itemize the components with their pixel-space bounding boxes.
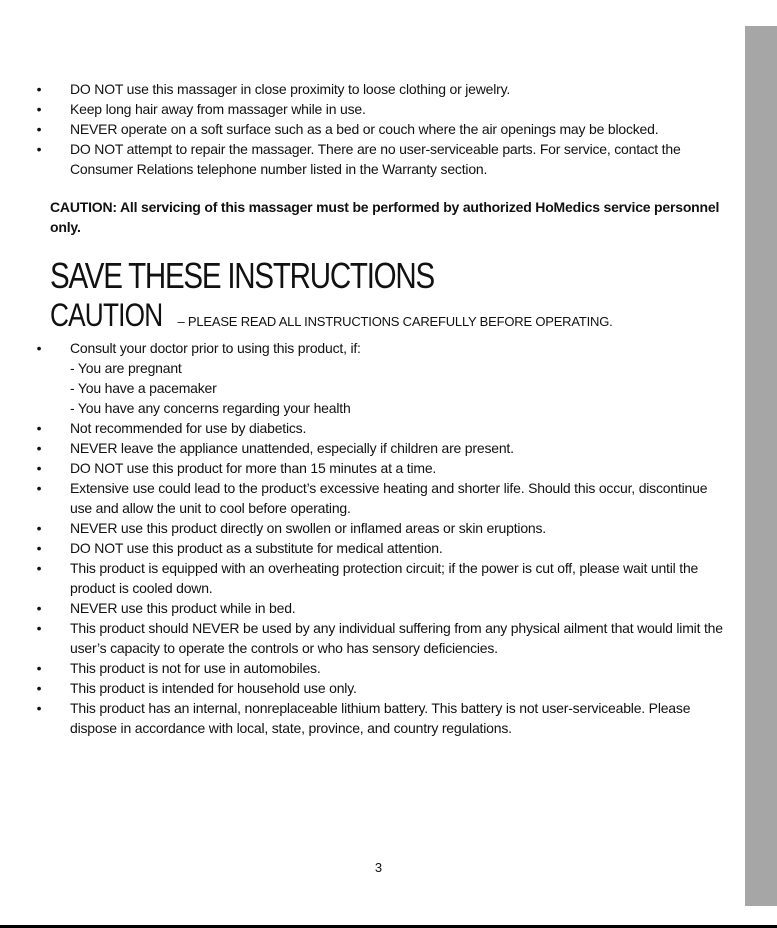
sub-item: - You have a pacemaker bbox=[70, 380, 217, 396]
list-item bbox=[36, 99, 730, 119]
bullet-icon: • bbox=[36, 680, 42, 696]
list-item-text: DO NOT use this product as a substitute for medical attention. bbox=[70, 540, 443, 556]
list-item bbox=[36, 139, 730, 179]
list-item bbox=[36, 478, 730, 518]
sub-item: - You have any concerns regarding your health bbox=[70, 400, 351, 416]
bullet-icon: • bbox=[36, 81, 42, 97]
list-item-text: DO NOT use this product for more than 15 minutes at a time. bbox=[70, 460, 437, 476]
list-item-text: Consult your doctor prior to using this product, if: bbox=[70, 340, 361, 356]
servicing-caution: CAUTION: All servicing of this massager must be performed by authorized HoMedics service personnel only. bbox=[50, 199, 720, 235]
bullet-icon: • bbox=[36, 460, 42, 476]
list-item-text: DO NOT use this massager in close proximity to loose clothing or jewelry. bbox=[70, 81, 511, 97]
list-item bbox=[36, 79, 730, 99]
bullet-icon: • bbox=[36, 480, 42, 496]
caution-subtitle: – PLEASE READ ALL INSTRUCTIONS CAREFULLY BEFORE OPERATING. bbox=[177, 314, 613, 329]
caution-bullet-list bbox=[36, 338, 730, 738]
bullet-icon: • bbox=[36, 101, 42, 117]
list-item-text: Extensive use could lead to the product’s excessive heating and shorter life. Should this occur, discontinue use and allow the unit to cool before operating. bbox=[70, 480, 708, 516]
bullet-icon: • bbox=[36, 600, 42, 616]
bullet-icon: • bbox=[36, 700, 42, 716]
list-item-text: DO NOT attempt to repair the massager. There are no user-serviceable parts. For service, contact the Consumer Relations telephone number listed in the Warranty section. bbox=[70, 141, 681, 177]
bullet-icon: • bbox=[36, 121, 42, 137]
list-item bbox=[36, 618, 730, 658]
save-instructions-heading: SAVE THESE INSTRUCTIONS bbox=[50, 255, 434, 296]
list-item-text: NEVER use this product directly on swollen or inflamed areas or skin eruptions. bbox=[70, 520, 546, 536]
bullet-icon: • bbox=[36, 440, 42, 456]
top-bullet-list bbox=[36, 79, 730, 179]
list-item bbox=[36, 658, 730, 678]
bullet-icon: • bbox=[36, 420, 42, 436]
bullet-icon: • bbox=[36, 340, 42, 356]
list-item bbox=[36, 538, 730, 558]
list-item bbox=[36, 438, 730, 458]
list-item-text: Keep long hair away from massager while in use. bbox=[70, 101, 366, 117]
list-item bbox=[36, 458, 730, 478]
sub-item: - You are pregnant bbox=[70, 360, 182, 376]
page-number: 3 bbox=[374, 860, 383, 875]
list-item-text: This product is not for use in automobiles. bbox=[70, 660, 321, 676]
list-item bbox=[36, 418, 730, 438]
list-item-text: NEVER operate on a soft surface such as a bed or couch where the air openings may be blocked. bbox=[70, 121, 659, 137]
list-item-text: This product should NEVER be used by any individual suffering from any physical ailment that would limit the user’s capacity to operate the controls or who has sensory deficiencies. bbox=[70, 620, 723, 656]
list-item-text: This product is intended for household use only. bbox=[70, 680, 357, 696]
bullet-icon: • bbox=[36, 660, 42, 676]
list-item bbox=[36, 119, 730, 139]
list-item-text: This product has an internal, nonreplaceable lithium battery. This battery is not user-serviceable. Please dispose in accordance with local, state, province, and country regulations. bbox=[70, 700, 691, 736]
bullet-icon: • bbox=[36, 520, 42, 536]
bullet-icon: • bbox=[36, 540, 42, 556]
caution-heading bbox=[50, 298, 730, 332]
bullet-icon: • bbox=[36, 560, 42, 576]
list-item-text: NEVER use this product while in bed. bbox=[70, 600, 296, 616]
list-item-text: Not recommended for use by diabetics. bbox=[70, 420, 307, 436]
caution-word: CAUTION bbox=[50, 297, 163, 333]
list-item bbox=[36, 558, 730, 598]
side-tab-bar bbox=[745, 26, 777, 906]
list-item-text: NEVER leave the appliance unattended, especially if children are present. bbox=[70, 440, 514, 456]
bullet-icon: • bbox=[36, 141, 42, 157]
list-item bbox=[36, 518, 730, 538]
list-item bbox=[36, 338, 730, 418]
list-item bbox=[36, 698, 730, 738]
bullet-icon: • bbox=[36, 620, 42, 636]
list-item bbox=[36, 598, 730, 618]
list-item bbox=[36, 678, 730, 698]
list-item-text: This product is equipped with an overheating protection circuit; if the power is cut off, please wait until the product is cooled down. bbox=[70, 560, 699, 596]
page-content bbox=[36, 79, 730, 738]
